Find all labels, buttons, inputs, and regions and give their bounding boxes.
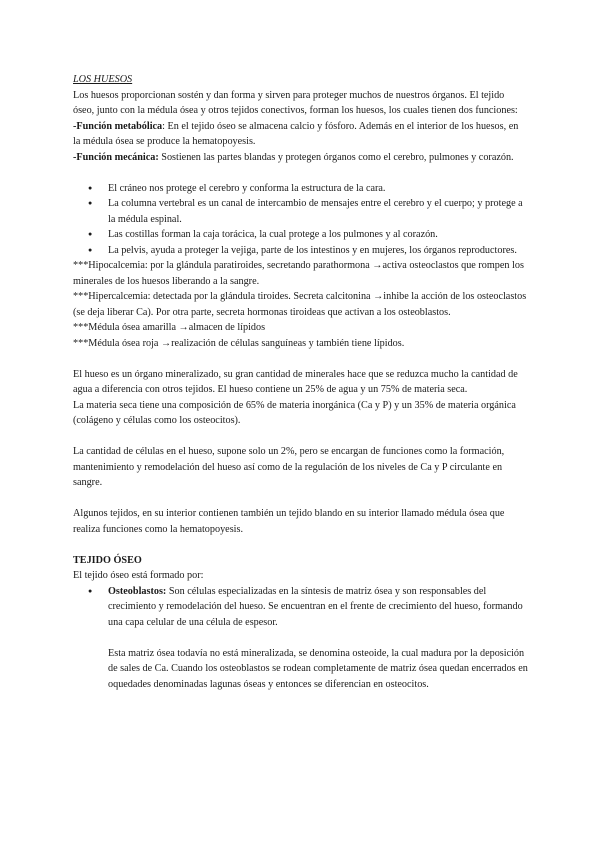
page-title: LOS HUESOS <box>73 74 133 85</box>
list-item <box>73 584 528 631</box>
tissue-list <box>73 584 528 631</box>
paragraph-cells: La cantidad de células en el hueso, supone solo un 2%, pero se encargan de funciones como la formación, mantenimiento y remodelación del hueso así como de la regulación de los niveles de Ca y P circulante en sangre. <box>73 446 505 488</box>
list-item: ● El cráneo nos protege el cerebro y conforma la estructura de la cara. <box>73 181 528 197</box>
list-item: ● La pelvis, ayuda a proteger la vejiga, parte de los intestinos y en mujeres, los órganos reproductores. <box>73 243 528 259</box>
spacer <box>73 537 528 553</box>
function-label: -Función metabólica <box>73 120 163 132</box>
note-hypocalcemia: ***Hipocalcemia: por la glándula paratiroides, secretando parathormona →activa osteoclastos que rompen los minerales de los huesos liberando a la sangre. <box>73 260 524 287</box>
spacer <box>73 351 528 367</box>
section-intro: El tejido óseo está formado por: <box>73 570 204 581</box>
list-item: ● Las costillas forman la caja torácica, la cual protege a los pulmones y al corazón. <box>73 227 528 243</box>
function-text: : En el tejido óseo se almacena calcio y fósforo. Además en el interior de los huesos, en la médula ósea se produce la hematopoyesis. <box>73 120 519 147</box>
function-text: Sostienen las partes blandas y protegen órganos como el cerebro, pulmones y corazón. <box>158 151 514 163</box>
item-label: Osteoblastos: <box>108 585 167 597</box>
paragraph-dry-matter: La materia seca tiene una composición de 65% de materia inorgánica (Ca y P) y un 35% de materia orgánica (colágeno y células como los osteocitos). <box>73 399 516 426</box>
note-hypercalcemia: ***Hipercalcemia: detectada por la glándula tiroides. Secreta calcitonina →inhibe la acción de los osteoclastos (se deja liberar Ca). Por otra parte, secreta hormonas tiroideas que activan a los osteoblastos. <box>73 291 527 318</box>
paragraph-marrow: Algunos tejidos, en su interior contienen también un tejido blando en su interior llamado médula ósea que realiza funciones como la hematopoyesis. <box>73 508 505 535</box>
paragraph-mineralized: El hueso es un órgano mineralizado, su gran cantidad de minerales hace que se reduzca mucho la cantidad de agua a diferencia con otros tejidos. El hueso contiene un 25% de agua y un 75% de materia seca. <box>73 368 518 395</box>
note-red-marrow: ***Médula ósea roja →realización de células sanguíneas y también tiene lípidos. <box>73 337 405 349</box>
spacer <box>73 491 528 507</box>
osteoid-paragraph: Esta matriz ósea todavía no está mineralizada, se denomina osteoide, la cual madura por la deposición de sales de Ca. Cuando los osteoblastos se rodean completamente de matriz ósea quedan encerrados en oquedades denominadas lagunas óseas y entonces se diferencian en osteocitos. <box>108 647 528 690</box>
spacer <box>73 630 528 646</box>
function-mechanic <box>73 150 528 166</box>
protection-list <box>73 181 528 259</box>
spacer <box>73 165 528 181</box>
list-item: ● La columna vertebral es un canal de intercambio de mensajes entre el cerebro y el cuerpo; y protege a la médula espinal. <box>73 196 528 227</box>
intro-paragraph: Los huesos proporcionan sostén y dan forma y sirven para proteger muchos de nuestros órganos. El tejido óseo, junto con la médula ósea y otros tejidos conectivos, forman los huesos, los cuales tienen dos funciones: <box>73 89 518 116</box>
document-content <box>73 72 528 692</box>
note-yellow-marrow: ***Médula ósea amarilla →almacen de lípidos <box>73 322 266 333</box>
function-metabolic <box>73 119 528 150</box>
spacer <box>73 429 528 445</box>
item-text: Son células especializadas en la síntesis de matriz ósea y son responsables del crecimiento y remodelación del hueso. Se encuentran en el frente de crecimiento del hueso, formando una capa celular de una célula de espesor. <box>108 585 523 628</box>
section-title: TEJIDO ÓSEO <box>73 554 142 566</box>
function-label: -Función mecánica: <box>73 151 159 163</box>
